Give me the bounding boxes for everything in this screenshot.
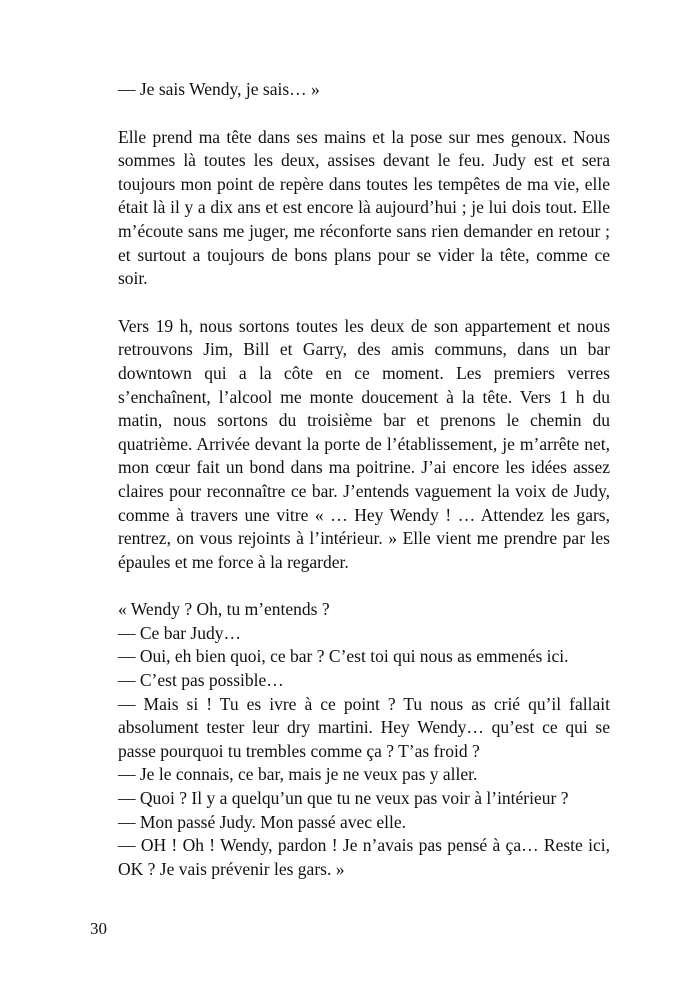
paragraph-gap	[118, 574, 610, 598]
paragraph: Elle prend ma tête dans ses mains et la pose sur mes genoux. Nous sommes là toutes les deux, assises devant le feu. Judy est et sera toujours mon point de repère dans toutes les tempêtes de ma vie, elle était là il y a dix ans et est encore là aujourd’hui ; je lui dois tout. Elle m’écoute sans me juger, me réconforte sans rien demander en retour ; et surtout a toujours de bons plans pour se vider la tête, comme ce soir.	[118, 126, 610, 289]
dialogue-line: — Mon passé Judy. Mon passé avec elle.	[118, 811, 407, 832]
paragraph-gap	[118, 102, 610, 126]
dialogue-paragraph: — OH ! Oh ! Wendy, pardon ! Je n’avais pas pensé à ça… Reste ici, OK ? Je vais prévenir les gars. »	[118, 835, 610, 879]
paragraph-gap	[118, 291, 610, 315]
book-page-text	[118, 78, 610, 881]
dialogue-paragraph: — Mais si ! Tu es ivre à ce point ? Tu nous as crié qu’il fallait absolument tester leur dry martini. Hey Wendy… qu’est ce qui se passe pourquoi tu trembles comme ça ? T’as froid ?	[118, 693, 610, 761]
dialogue-line: — Je sais Wendy, je sais… »	[118, 79, 320, 99]
dialogue-line: — Ce bar Judy…	[118, 622, 241, 643]
dialogue-line: — C’est pas possible…	[118, 670, 284, 691]
dialogue-line: — Quoi ? Il y a quelqu’un que tu ne veux pas voir à l’intérieur ?	[118, 788, 569, 809]
dialogue-line: « Wendy ? Oh, tu m’entends ?	[118, 599, 330, 620]
paragraph: Vers 19 h, nous sortons toutes les deux de son appartement et nous retrouvons Jim, Bill et Garry, des amis communs, dans un bar downtown qui a la côte en ce moment. Les premiers verres s’enchaînent, l’alcool me monte doucement à la tête. Vers 1 h du matin, nous sortons du troisième bar et prenons le chemin du quatrième. Arrivée devant la porte de l’établissement, je m’arrête net, mon cœur fait un bond dans ma poitrine. J’ai encore les idées assez claires pour reconnaître ce bar. J’entends vaguement la voix de Judy, comme à travers une vitre « … Hey Wendy ! … Attendez les gars, rentrez, on vous rejoints à l’intérieur. » Elle vient me prendre par les épaules et me force à la regarder.	[118, 315, 610, 572]
dialogue-line: — Oui, eh bien quoi, ce bar ? C’est toi qui nous as emmenés ici.	[118, 646, 569, 667]
page-number: 30	[90, 919, 107, 938]
dialogue-line: — Je le connais, ce bar, mais je ne veux pas y aller.	[118, 764, 478, 785]
